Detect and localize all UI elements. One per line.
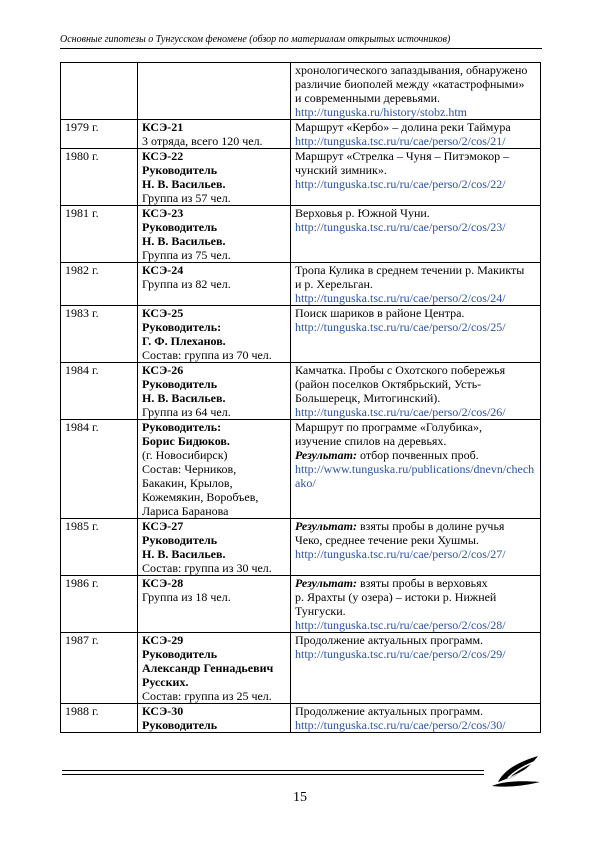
year-cell: 1980 г. — [61, 149, 138, 206]
description-cell — [291, 576, 541, 633]
expedition-cell — [138, 206, 291, 263]
running-header: Основные гипотезы о Тунгусском феномене (обзор по материалам открытых источников) — [60, 34, 451, 45]
description-line: Маршрут «Кербо» – долина реки Таймура — [295, 120, 511, 134]
expedition-line: Руководитель — [142, 718, 218, 732]
description-line: Маршрут по программе «Голубика», — [295, 420, 482, 434]
description-line: Тропа Кулика в среднем течении р. Макикты — [295, 263, 525, 277]
result-label: Результат: — [295, 448, 357, 462]
description-line: р. Ярахты (у озера) – истоки р. Нижней — [295, 590, 497, 604]
expedition-line: Состав: группа из 25 чел. — [142, 689, 272, 703]
year-cell: 1988 г. — [61, 704, 138, 733]
expedition-cell — [138, 63, 291, 120]
table-row — [61, 704, 541, 733]
year-cell: 1982 г. — [61, 263, 138, 306]
year-cell: 1981 г. — [61, 206, 138, 263]
description-line: Большерецк, Митогинский). — [295, 391, 441, 405]
table-row — [61, 149, 541, 206]
description-cell — [291, 63, 541, 120]
description-cell — [291, 306, 541, 363]
expedition-line: Н. В. Васильев. — [142, 391, 226, 405]
year-cell — [61, 63, 138, 120]
description-cell — [291, 263, 541, 306]
description-line: Продолжение актуальных программ. — [295, 704, 484, 718]
result-label: Результат: — [295, 519, 357, 533]
description-cell — [291, 149, 541, 206]
source-link[interactable]: http://tunguska.tsc.ru/ru/cae/perso/2/cos/26/ — [295, 405, 506, 419]
expedition-line: Руководитель: — [142, 420, 222, 434]
description-cell — [291, 120, 541, 149]
source-link[interactable]: http://tunguska.tsc.ru/ru/cae/perso/2/cos/28/ — [295, 618, 506, 632]
description-line: хронологического запаздывания, обнаружено — [295, 63, 528, 77]
table-row — [61, 519, 541, 576]
table-row — [61, 633, 541, 704]
table-row — [61, 263, 541, 306]
description-line: Верховья р. Южной Чуни. — [295, 206, 430, 220]
table-row — [61, 206, 541, 263]
year-cell: 1984 г. — [61, 363, 138, 420]
year-cell: 1986 г. — [61, 576, 138, 633]
expedition-line: (г. Новосибирск) — [142, 448, 228, 462]
footer-divider-top — [62, 770, 484, 771]
table-row — [61, 363, 541, 420]
source-link[interactable]: http://tunguska.tsc.ru/ru/cae/perso/2/cos/27/ — [295, 547, 506, 561]
expedition-line: Руководитель — [142, 163, 218, 177]
source-link[interactable]: http://tunguska.tsc.ru/ru/cae/perso/2/cos/29/ — [295, 647, 506, 661]
expedition-line: Состав: группа из 30 чел. — [142, 561, 272, 575]
expedition-line: Кожемякин, Воробъев, — [142, 490, 259, 504]
table-row — [61, 306, 541, 363]
description-line: Тунгуски. — [295, 604, 346, 618]
result-label: Результат: — [295, 576, 357, 590]
expedition-line: Бакакин, Крылов, — [142, 476, 233, 490]
expedition-line: Н. В. Васильев. — [142, 177, 226, 191]
expedition-line: Руководитель — [142, 647, 218, 661]
table-row — [61, 420, 541, 519]
expedition-line: КСЭ-21 — [142, 120, 184, 134]
expedition-line: Состав: Черников, — [142, 462, 237, 476]
expedition-cell — [138, 633, 291, 704]
expedition-cell — [138, 576, 291, 633]
description-line: Камчатка. Пробы с Охотского побережья — [295, 363, 506, 377]
description-cell — [291, 633, 541, 704]
description-cell — [291, 206, 541, 263]
result-line — [295, 448, 536, 462]
description-line: чунский зимник». — [295, 163, 387, 177]
year-cell: 1979 г. — [61, 120, 138, 149]
source-link[interactable]: http://tunguska.tsc.ru/ru/cae/perso/2/cos/25/ — [295, 320, 506, 334]
table-row — [61, 63, 541, 120]
page-number: 15 — [293, 790, 307, 805]
description-line: Чеко, среднее течение реки Хушмы. — [295, 533, 479, 547]
year-cell: 1987 г. — [61, 633, 138, 704]
expedition-line: Руководитель — [142, 220, 218, 234]
expedition-line: Н. В. Васильев. — [142, 547, 226, 561]
table-row — [61, 120, 541, 149]
source-link[interactable]: http://tunguska.tsc.ru/ru/cae/perso/2/cos/24/ — [295, 291, 506, 305]
year-cell: 1984 г. — [61, 420, 138, 519]
expedition-line: Группа из 64 чел. — [142, 405, 231, 419]
expedition-line: Лариса Баранова — [142, 504, 229, 518]
expedition-cell — [138, 306, 291, 363]
expedition-line: КСЭ-30 — [142, 704, 184, 718]
result-text: отбор почвенных проб. — [356, 448, 479, 462]
source-link[interactable]: http://tunguska.tsc.ru/ru/cae/perso/2/cos/23/ — [295, 220, 506, 234]
description-line: и современными деревьями. — [295, 91, 441, 105]
expedition-line: КСЭ-25 — [142, 306, 184, 320]
header-divider — [60, 48, 542, 49]
expedition-line: Русских. — [142, 675, 189, 689]
expedition-cell — [138, 263, 291, 306]
expedition-line: Руководитель — [142, 377, 218, 391]
description-line: изучение спилов на деревьях. — [295, 434, 447, 448]
expedition-cell — [138, 363, 291, 420]
description-line: Продолжение актуальных программ. — [295, 633, 484, 647]
result-text: взяты пробы в долине ручья — [356, 519, 505, 533]
expedition-line: Группа из 57 чел. — [142, 191, 231, 205]
expedition-line: Александр Геннадьевич — [142, 661, 274, 675]
expedition-line: КСЭ-24 — [142, 263, 184, 277]
expedition-line: КСЭ-26 — [142, 363, 184, 377]
result-line — [295, 576, 536, 590]
expedition-cell — [138, 704, 291, 733]
expedition-line: КСЭ-23 — [142, 206, 184, 220]
expedition-line: КСЭ-28 — [142, 576, 184, 590]
expedition-line: Г. Ф. Плеханов. — [142, 334, 226, 348]
expedition-line: Группа из 82 чел. — [142, 277, 231, 291]
expedition-line: КСЭ-27 — [142, 519, 184, 533]
year-cell: 1985 г. — [61, 519, 138, 576]
quill-logo-icon — [488, 752, 544, 792]
description-line: Поиск шариков в районе Центра. — [295, 306, 465, 320]
expedition-line: Группа из 75 чел. — [142, 248, 231, 262]
description-cell — [291, 704, 541, 733]
source-link[interactable]: http://tunguska.tsc.ru/ru/cae/perso/2/cos/30/ — [295, 718, 506, 732]
expedition-cell — [138, 149, 291, 206]
expedition-cell — [138, 420, 291, 519]
description-line: (район поселков Октябрьский, Усть- — [295, 377, 482, 391]
result-line — [295, 519, 536, 533]
expedition-line: Борис Бидюков. — [142, 434, 230, 448]
description-line: Маршрут «Стрелка – Чуня – Питэмокор – — [295, 149, 510, 163]
description-cell — [291, 363, 541, 420]
expedition-line: Состав: группа из 70 чел. — [142, 348, 272, 362]
expedition-line: Руководитель — [142, 533, 218, 547]
description-cell — [291, 519, 541, 576]
expedition-line: Группа из 18 чел. — [142, 590, 231, 604]
expeditions-table — [60, 62, 541, 733]
expedition-cell — [138, 519, 291, 576]
table-row — [61, 576, 541, 633]
description-line: различие биополей между «катастрофными» — [295, 77, 525, 91]
expedition-line: Руководитель: — [142, 320, 222, 334]
footer-divider-bottom — [62, 774, 484, 775]
result-text: взяты пробы в верховьях — [356, 576, 488, 590]
expedition-line: КСЭ-22 — [142, 149, 184, 163]
source-link[interactable]: http://tunguska.tsc.ru/ru/cae/perso/2/cos/21/ — [295, 134, 506, 148]
source-link[interactable]: http://tunguska.ru/history/stobz.htm — [295, 105, 467, 119]
expedition-line: КСЭ-29 — [142, 633, 184, 647]
expedition-line: Н. В. Васильев. — [142, 234, 226, 248]
source-link[interactable]: http://www.tunguska.ru/publications/dnevn/chechako/ — [295, 462, 535, 490]
description-line: и р. Херельган. — [295, 277, 373, 291]
source-link[interactable]: http://tunguska.tsc.ru/ru/cae/perso/2/cos/22/ — [295, 177, 506, 191]
description-cell — [291, 420, 541, 519]
expedition-line: 3 отряда, всего 120 чел. — [142, 134, 263, 148]
expedition-cell — [138, 120, 291, 149]
year-cell: 1983 г. — [61, 306, 138, 363]
